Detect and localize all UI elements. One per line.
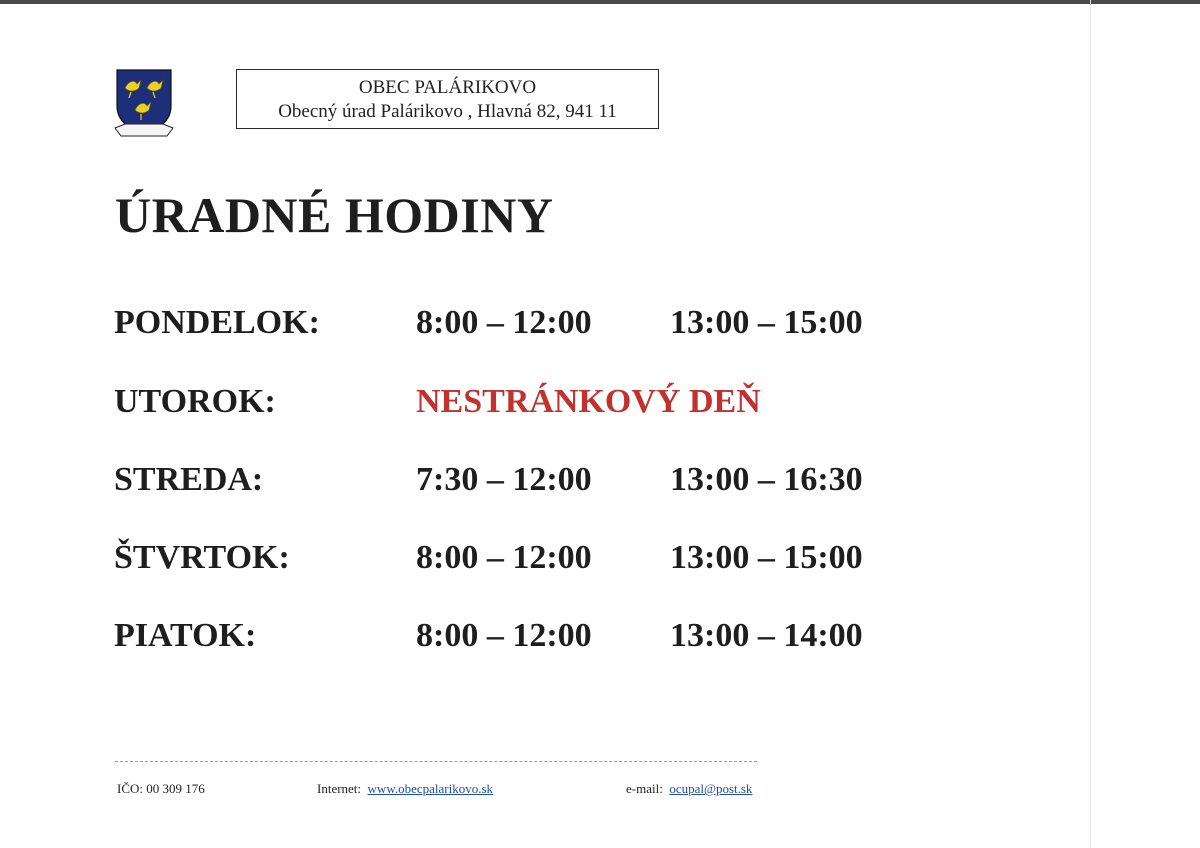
day-label-friday: PIATOK: — [114, 617, 257, 654]
email-label: e-mail: — [626, 781, 663, 796]
hours-afternoon-thursday: 13:00 – 15:00 — [670, 539, 863, 576]
office-address: Obecný úrad Palárikovo , Hlavná 82, 941 11 — [278, 101, 617, 122]
hours-afternoon-friday: 13:00 – 14:00 — [670, 617, 863, 654]
municipality-name: OBEC PALÁRIKOVO — [358, 77, 537, 98]
day-label-tuesday: UTOROK: — [114, 383, 276, 420]
scan-top-edge — [0, 0, 1200, 4]
website-label: Internet: — [317, 781, 362, 796]
footer-divider — [115, 761, 757, 762]
day-label-wednesday: STREDA: — [114, 461, 264, 498]
hours-morning-friday: 8:00 – 12:00 — [416, 617, 592, 654]
municipality-header-box — [236, 69, 659, 129]
website-info — [317, 781, 493, 797]
day-label-monday: PONDELOK: — [114, 304, 320, 341]
coat-of-arms-logo — [113, 66, 175, 142]
email-info — [626, 781, 752, 797]
email-link[interactable]: ocupal@post.sk — [669, 781, 753, 796]
closed-day-note: NESTRÁNKOVÝ DEŇ — [416, 383, 761, 420]
hours-morning-thursday: 8:00 – 12:00 — [416, 539, 592, 576]
day-label-thursday: ŠTVRTOK: — [114, 539, 290, 576]
hours-afternoon-wednesday: 13:00 – 16:30 — [670, 461, 863, 498]
scan-right-edge — [1090, 0, 1091, 848]
page-title: ÚRADNÉ HODINY — [115, 187, 554, 243]
company-id: IČO: 00 309 176 — [117, 781, 205, 796]
hours-morning-wednesday: 7:30 – 12:00 — [416, 461, 592, 498]
hours-afternoon-monday: 13:00 – 15:00 — [670, 304, 863, 341]
website-link[interactable]: www.obecpalarikovo.sk — [367, 781, 494, 796]
hours-morning-monday: 8:00 – 12:00 — [416, 304, 592, 341]
